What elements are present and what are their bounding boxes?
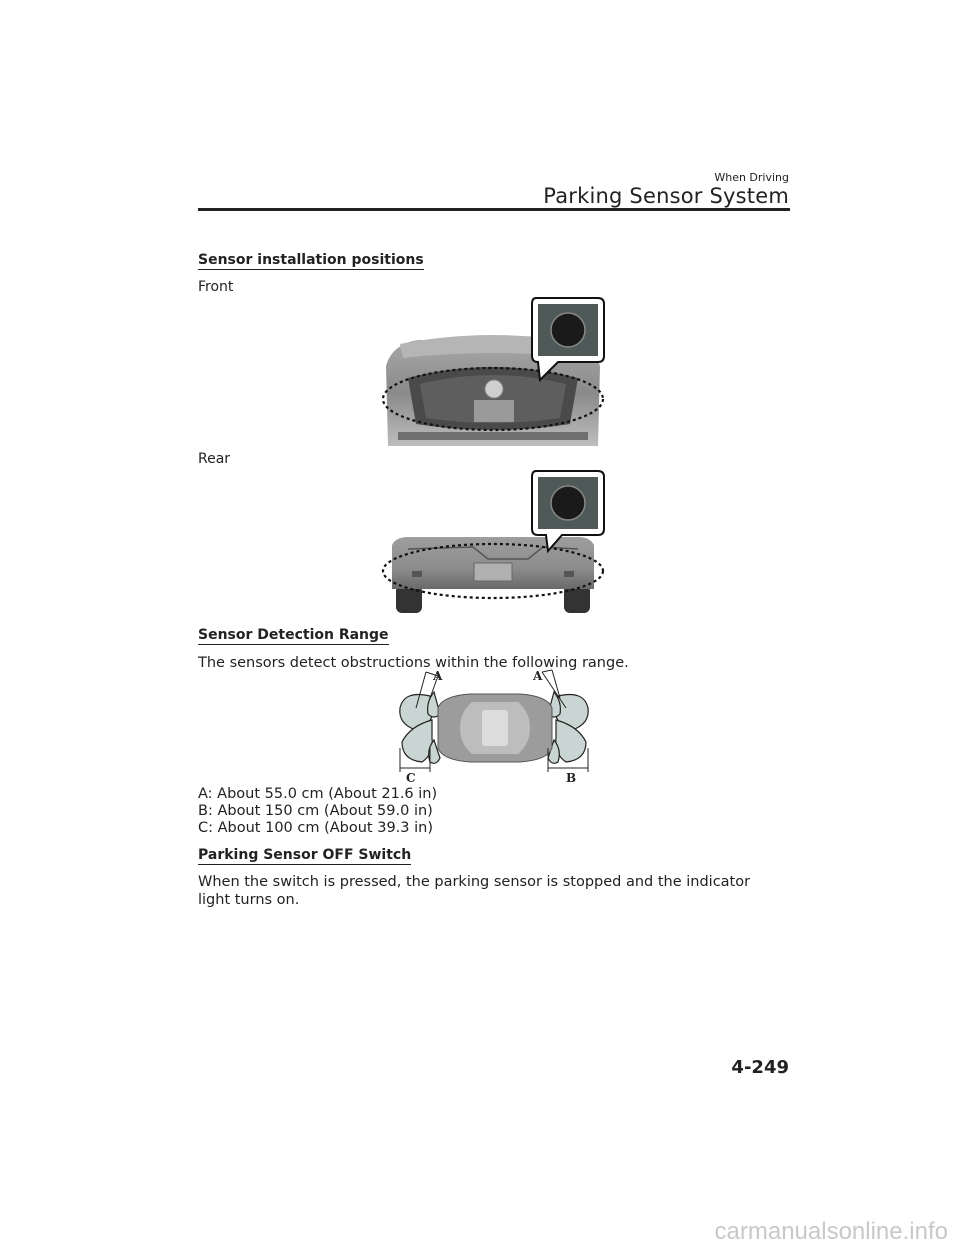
switch-text: When the switch is pressed, the parking sensor is stopped and the indicator light turns on. [198, 874, 751, 908]
chapter-title: When Driving [714, 171, 789, 184]
spec-c: C: About 100 cm (About 39.3 in) [198, 820, 433, 836]
range-heading: Sensor Detection Range [198, 627, 389, 643]
page-number: 4-249 [731, 1057, 789, 1078]
label-c: C [406, 771, 416, 785]
front-label: Front [198, 279, 234, 295]
label-b: B [566, 771, 577, 785]
label-a-right: A [533, 669, 543, 683]
spec-b: B: About 150 cm (About 59.0 in) [198, 803, 433, 819]
rear-bumper-illustration [378, 467, 608, 617]
spec-a: A: About 55.0 cm (About 21.6 in) [198, 786, 438, 802]
rear-label: Rear [198, 451, 231, 467]
footer-watermark[interactable]: carmanualsonline.info [714, 1218, 948, 1245]
front-bumper-illustration [378, 296, 608, 450]
install-heading: Sensor installation positions [198, 252, 424, 268]
range-intro: The sensors detect obstructions within the following range. [198, 655, 629, 671]
header-divider [198, 208, 790, 211]
section-title: Parking Sensor System [543, 184, 789, 208]
switch-heading: Parking Sensor OFF Switch [198, 847, 412, 863]
label-a-left: A [433, 669, 443, 683]
detection-range-diagram [390, 668, 600, 788]
